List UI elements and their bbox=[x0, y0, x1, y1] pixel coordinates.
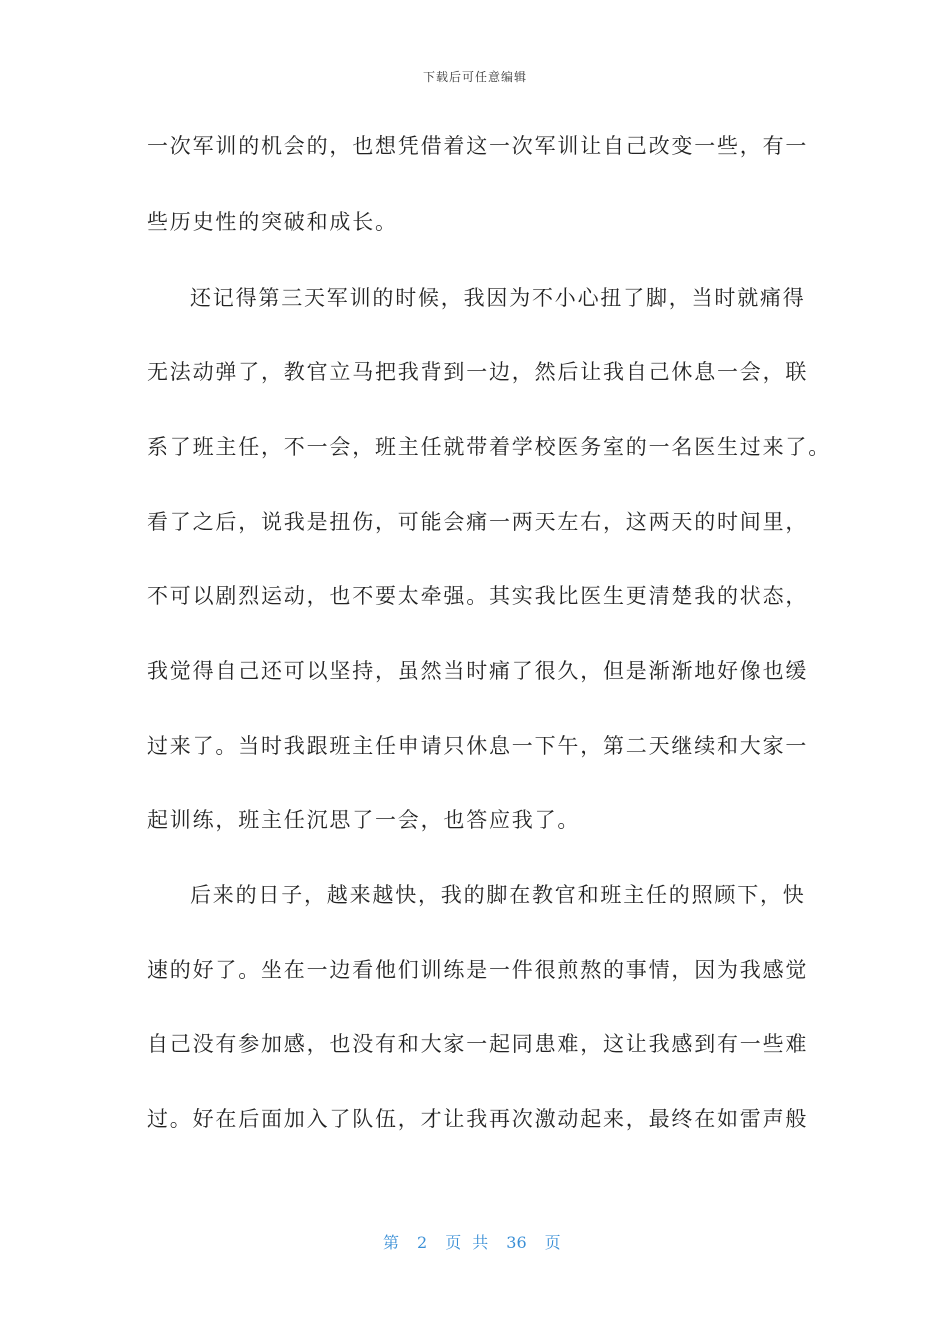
footer-prefix: 第 bbox=[383, 1233, 400, 1252]
footer-suffix: 页 bbox=[544, 1233, 561, 1252]
text-line: 起训练，班主任沉思了一会，也答应我了。 bbox=[147, 808, 581, 832]
text-line: 看了之后，说我是扭伤，可能会痛一两天左右，这两天的时间里， bbox=[147, 510, 809, 534]
paragraph-start-line: 后来的日子，越来越快，我的脚在教官和班主任的照顾下，快 bbox=[190, 883, 806, 907]
text-line: 过来了。当时我跟班主任申请只休息一下午，第二天继续和大家一 bbox=[147, 734, 809, 758]
text-line: 我觉得自己还可以坚持，虽然当时痛了很久，但是渐渐地好像也缓 bbox=[147, 659, 809, 683]
text-line: 速的好了。坐在一边看他们训练是一件很煎熬的事情，因为我感觉 bbox=[147, 958, 809, 982]
total-pages-number: 36 bbox=[506, 1233, 527, 1252]
current-page-number: 2 bbox=[417, 1233, 428, 1252]
text-line: 些历史性的突破和成长。 bbox=[147, 210, 398, 234]
page-number-footer bbox=[383, 1230, 579, 1253]
text-line: 自己没有参加感，也没有和大家一起同患难，这让我感到有一些难 bbox=[147, 1032, 809, 1056]
text-line: 无法动弹了，教官立马把我背到一边，然后让我自己休息一会，联 bbox=[147, 360, 809, 384]
paragraph-start-line: 还记得第三天军训的时候，我因为不小心扭了脚，当时就痛得 bbox=[190, 286, 806, 310]
text-line: 一次军训的机会的，也想凭借着这一次军训让自己改变一些，有一 bbox=[147, 134, 809, 158]
text-line: 系了班主任，不一会，班主任就带着学校医务室的一名医生过来了。 bbox=[147, 435, 831, 459]
page-header: 下载后可任意编辑 bbox=[422, 70, 527, 84]
text-line: 过。好在后面加入了队伍，才让我再次激动起来，最终在如雷声般 bbox=[147, 1107, 809, 1131]
footer-middle: 页 共 bbox=[445, 1233, 489, 1252]
text-line: 不可以剧烈运动，也不要太牵强。其实我比医生更清楚我的状态， bbox=[147, 584, 809, 608]
